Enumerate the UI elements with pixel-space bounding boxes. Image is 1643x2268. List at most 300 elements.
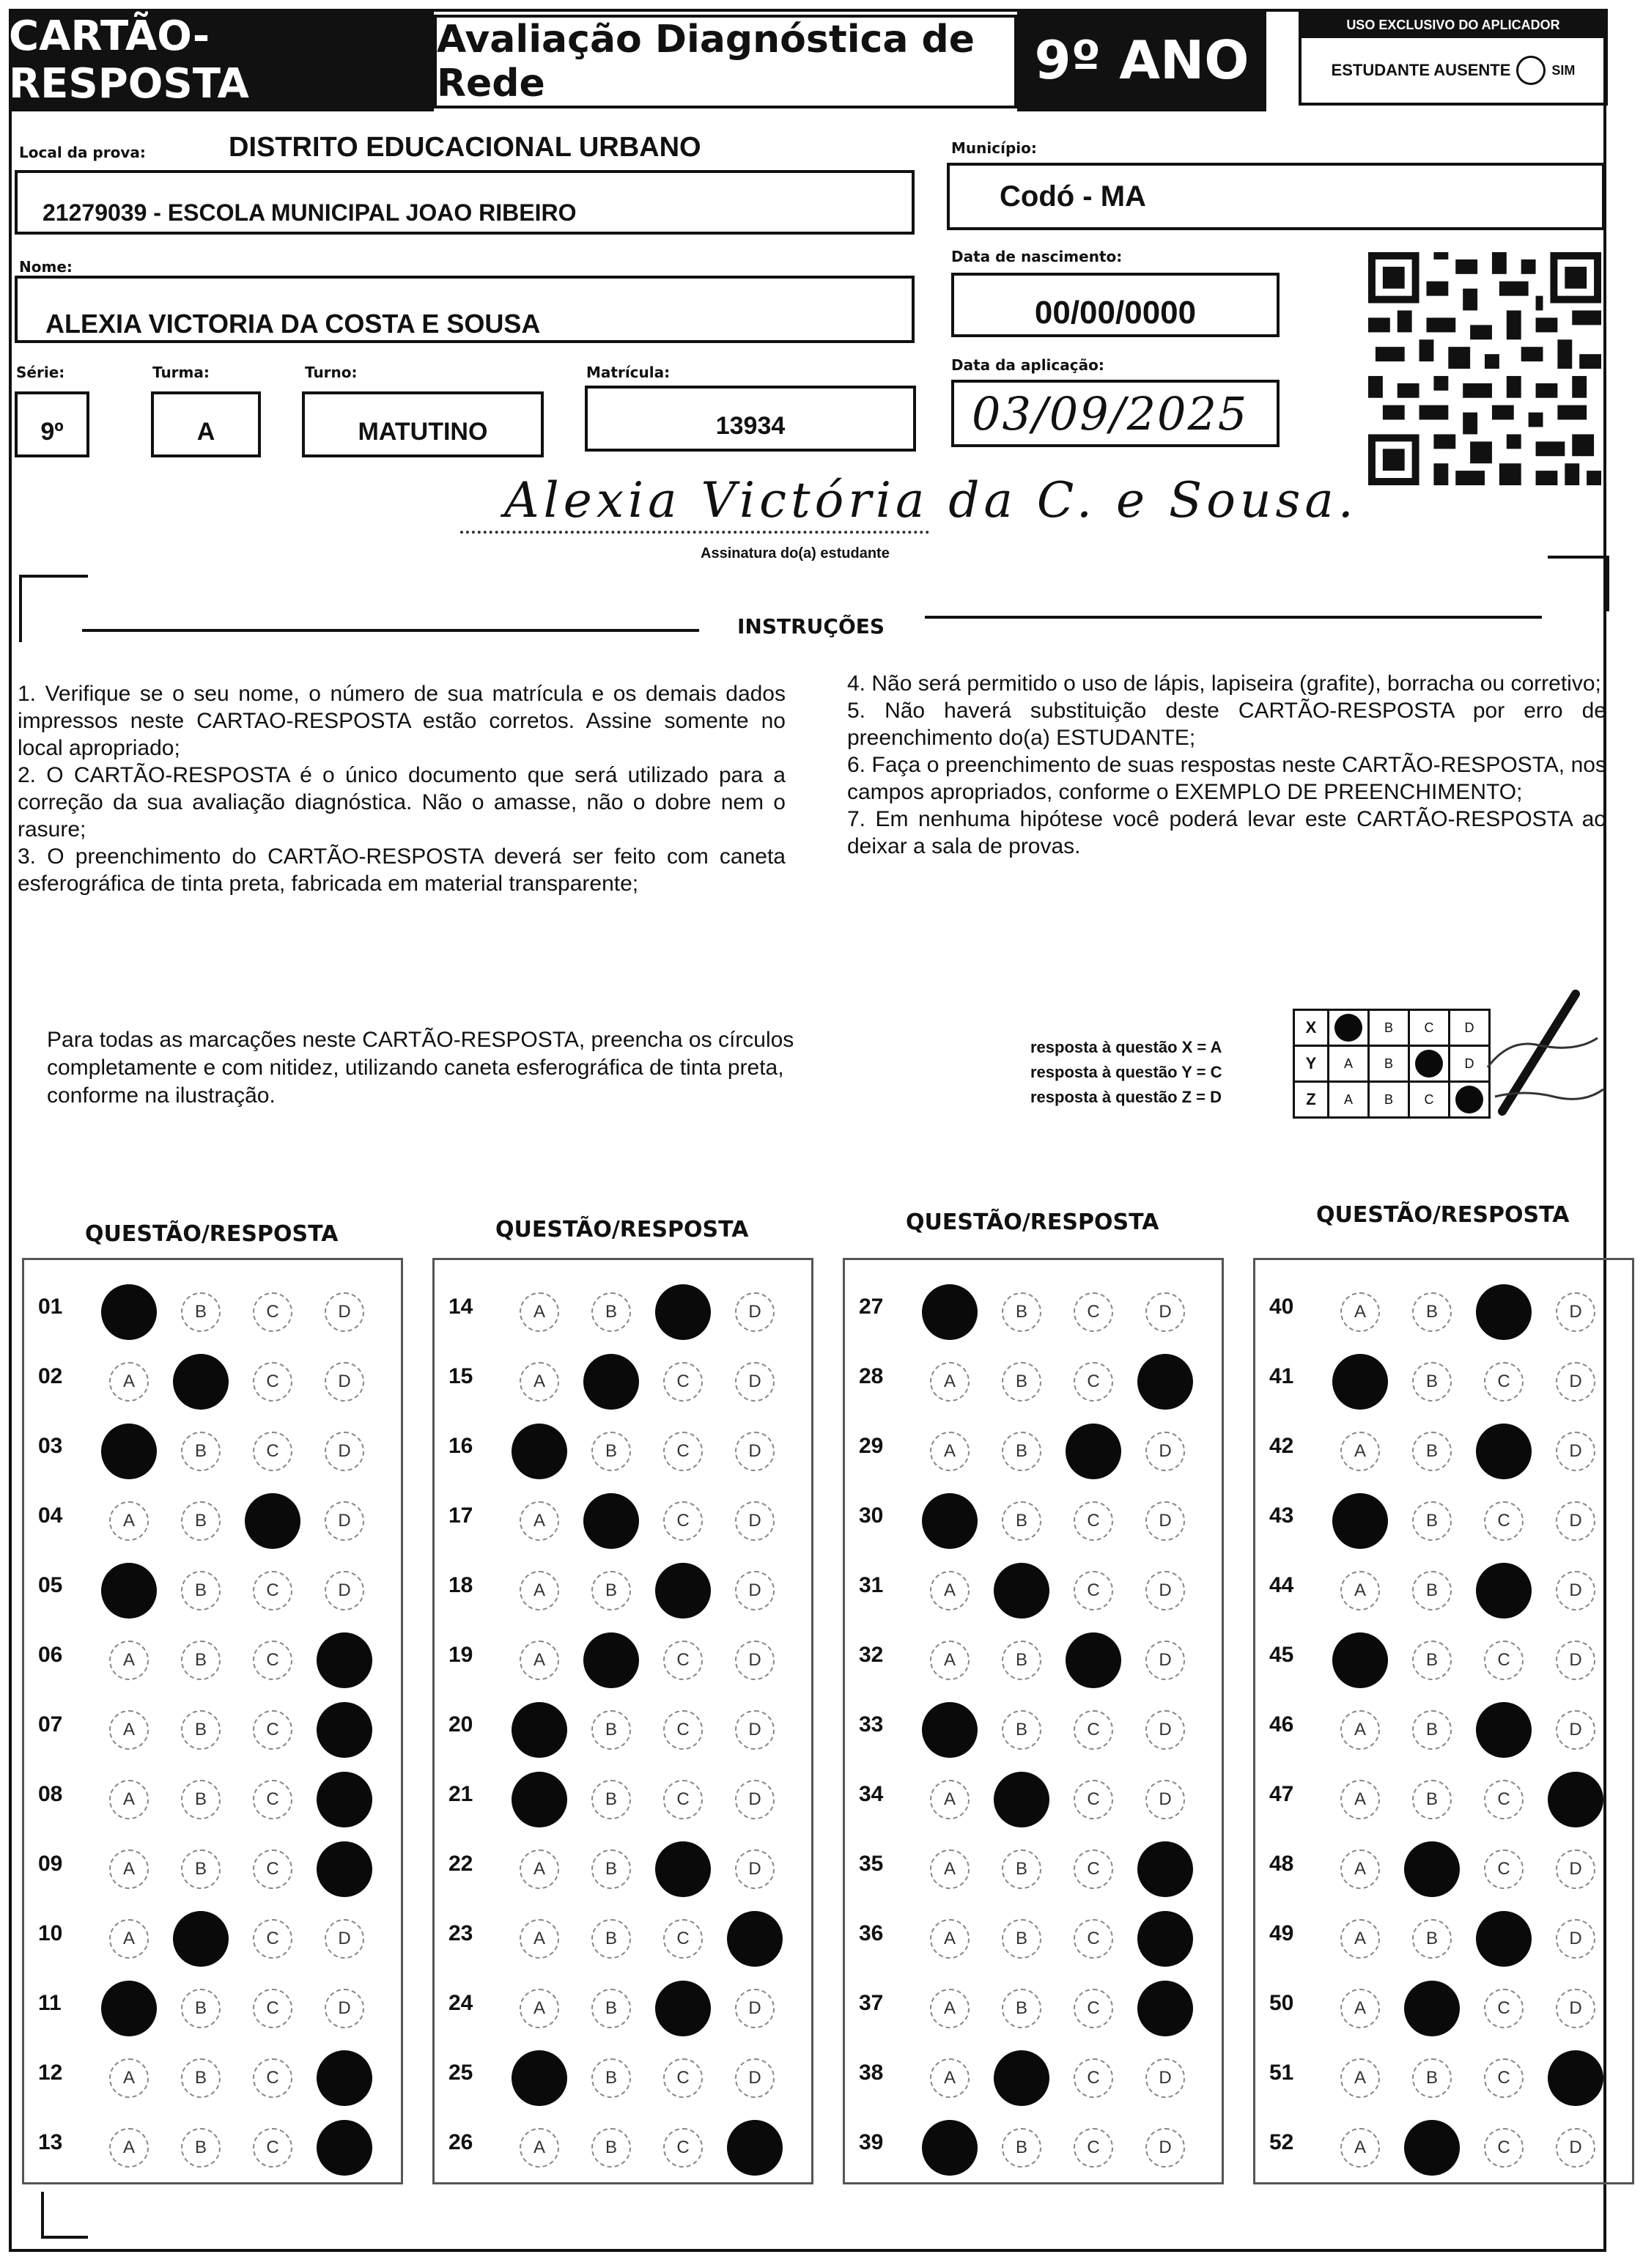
answer-bubble-filled[interactable]	[101, 1284, 157, 1340]
answer-bubble[interactable]: A	[520, 1292, 559, 1332]
answer-bubble[interactable]: D	[1556, 1641, 1595, 1680]
answer-bubble[interactable]: B	[591, 1571, 631, 1610]
answer-bubble[interactable]: B	[591, 1780, 631, 1819]
question-number: 42	[1269, 1434, 1294, 1458]
answer-bubble[interactable]: B	[1002, 1432, 1041, 1471]
answer-bubble[interactable]: D	[1145, 1571, 1185, 1610]
answer-bubble[interactable]: C	[253, 1571, 292, 1610]
answer-bubble[interactable]: A	[109, 1710, 149, 1750]
answer-bubble[interactable]: D	[735, 1292, 775, 1332]
answer-bubble[interactable]: D	[735, 1641, 775, 1680]
question-number: 41	[1269, 1364, 1294, 1388]
answer-bubble[interactable]: C	[1484, 1849, 1524, 1889]
question-number: 15	[448, 1364, 473, 1388]
answer-bubble[interactable]: D	[325, 1292, 364, 1332]
answer-bubble[interactable]: B	[1002, 1849, 1041, 1889]
filled-dot-icon	[1415, 1050, 1443, 1078]
answer-bubble[interactable]: D	[1145, 1501, 1185, 1541]
answer-bubble[interactable]: A	[1340, 1780, 1380, 1819]
answer-bubble[interactable]: C	[663, 1362, 703, 1402]
answer-bubble[interactable]: C	[663, 1432, 703, 1471]
example-line-y: resposta à questão Y = C	[1030, 1063, 1222, 1081]
aplicacao-label: Data da aplicação:	[951, 356, 1104, 374]
question-number: 37	[859, 1991, 884, 2015]
answer-bubble-filled[interactable]	[1548, 1772, 1603, 1827]
answer-bubble[interactable]: D	[325, 1432, 364, 1471]
question-number: 46	[1269, 1712, 1294, 1737]
answer-bubble[interactable]: A	[109, 1641, 149, 1680]
answer-bubble[interactable]: B	[1002, 1989, 1041, 2028]
answer-bubble[interactable]: B	[181, 1571, 221, 1610]
answer-bubble[interactable]: A	[109, 2058, 149, 2098]
answer-bubble[interactable]: C	[253, 1710, 292, 1750]
fill-example-table	[1293, 1009, 1491, 1119]
nascimento-value: 00/00/0000	[1034, 295, 1197, 331]
answer-bubble[interactable]: B	[181, 1710, 221, 1750]
answer-bubble[interactable]: C	[1074, 2058, 1113, 2098]
answer-bubble-filled[interactable]	[317, 2120, 372, 2176]
answer-bubble-filled[interactable]	[1476, 1563, 1532, 1619]
answer-bubble[interactable]: D	[325, 1989, 364, 2028]
answer-bubble-filled[interactable]	[512, 2050, 567, 2106]
answer-bubble-filled[interactable]	[1404, 2120, 1460, 2176]
serie-label: Série:	[16, 364, 65, 381]
answer-bubble[interactable]: A	[930, 1362, 970, 1402]
filled-dot-icon	[1334, 1014, 1362, 1042]
answer-bubble[interactable]: C	[253, 1641, 292, 1680]
answer-bubble[interactable]: D	[735, 1989, 775, 2028]
answer-bubble[interactable]: C	[253, 2058, 292, 2098]
answer-bubble[interactable]: A	[1340, 1292, 1380, 1332]
answer-bubble[interactable]: A	[930, 1432, 970, 1471]
question-number: 14	[448, 1295, 473, 1319]
answer-bubble[interactable]: C	[253, 1919, 292, 1959]
question-number: 39	[859, 2130, 884, 2154]
absent-checkbox[interactable]	[1516, 56, 1546, 85]
answer-bubble[interactable]: B	[181, 1780, 221, 1819]
column-heading: QUESTÃO/RESPOSTA	[85, 1221, 339, 1247]
answer-bubble[interactable]: A	[1340, 1432, 1380, 1471]
answer-bubble-filled[interactable]	[101, 1424, 157, 1479]
answer-bubble-filled[interactable]	[1548, 2050, 1603, 2106]
question-number: 40	[1269, 1295, 1294, 1319]
question-number: 28	[859, 1364, 884, 1388]
answer-bubble-filled[interactable]	[1066, 1632, 1121, 1688]
answer-bubble[interactable]: D	[735, 1571, 775, 1610]
nome-value: ALEXIA VICTORIA DA COSTA E SOUSA	[45, 309, 541, 339]
answer-bubble[interactable]: D	[1556, 1501, 1595, 1541]
answer-bubble[interactable]: B	[1002, 1641, 1041, 1680]
column-heading: QUESTÃO/RESPOSTA	[495, 1217, 749, 1242]
answer-bubble[interactable]: C	[1074, 1501, 1113, 1541]
answer-bubble[interactable]: A	[520, 1919, 559, 1959]
answer-bubble[interactable]: A	[930, 1919, 970, 1959]
answer-bubble[interactable]: D	[1145, 1641, 1185, 1680]
answer-bubble[interactable]: A	[1340, 2128, 1380, 2168]
answer-bubble[interactable]: B	[1002, 1501, 1041, 1541]
answer-bubble[interactable]: C	[1074, 1780, 1113, 1819]
answer-bubble[interactable]: B	[591, 1919, 631, 1959]
matricula-value: 13934	[715, 411, 786, 440]
answer-bubble[interactable]: A	[930, 1849, 970, 1889]
answer-bubble-filled[interactable]	[317, 1632, 372, 1688]
question-number: 03	[38, 1434, 63, 1458]
nome-label: Nome:	[19, 258, 73, 276]
instructions-right	[847, 670, 1606, 860]
answer-bubble[interactable]: B	[591, 1292, 631, 1332]
instruction-2: 2. O CARTÃO-RESPOSTA é o único documento que será utilizado para a correção da sua avaliação diagnóstica. Não o amasse, não o dobre nem o rasure;	[18, 763, 786, 842]
answer-bubble[interactable]: B	[1412, 1501, 1452, 1541]
answer-bubble[interactable]: A	[1340, 1710, 1380, 1750]
answer-bubble[interactable]: D	[1556, 1362, 1595, 1402]
turno-label: Turno:	[305, 364, 358, 381]
answer-bubble[interactable]: D	[1556, 1919, 1595, 1959]
question-number: 32	[859, 1643, 884, 1667]
question-number: 48	[1269, 1852, 1294, 1876]
example-row-label: Y	[1294, 1046, 1329, 1082]
answer-bubble-filled[interactable]	[512, 1424, 567, 1479]
nome-field	[15, 276, 915, 343]
nascimento-field	[951, 273, 1280, 337]
answer-bubble[interactable]: B	[181, 2058, 221, 2098]
turno-value: MATUTINO	[358, 417, 488, 446]
answer-bubble-filled[interactable]	[317, 1841, 372, 1897]
answer-bubble[interactable]: B	[181, 1641, 221, 1680]
answer-bubble[interactable]: A	[109, 1780, 149, 1819]
answer-bubble[interactable]: D	[1145, 2128, 1185, 2168]
answer-bubble-filled[interactable]	[512, 1702, 567, 1758]
answer-bubble[interactable]: B	[591, 1849, 631, 1889]
answer-bubble[interactable]: A	[930, 2058, 970, 2098]
answer-bubble[interactable]: A	[1340, 1989, 1380, 2028]
answer-bubble[interactable]: C	[253, 1849, 292, 1889]
school-value: 21279039 - ESCOLA MUNICIPAL JOAO RIBEIRO	[43, 199, 577, 226]
answer-bubble[interactable]: B	[1002, 1292, 1041, 1332]
answer-bubble-filled[interactable]	[655, 1841, 711, 1897]
answer-bubble[interactable]: B	[1002, 1362, 1041, 1402]
answer-bubble-filled[interactable]	[173, 1354, 229, 1410]
answer-bubble[interactable]: D	[735, 1362, 775, 1402]
answer-bubble[interactable]: A	[520, 1501, 559, 1541]
answer-bubble-filled[interactable]	[583, 1354, 639, 1410]
answer-bubble-filled[interactable]	[1476, 1284, 1532, 1340]
admin-label: USO EXCLUSIVO DO APLICADOR	[1302, 12, 1605, 38]
answer-bubble[interactable]: D	[1145, 2058, 1185, 2098]
answer-bubble-filled[interactable]	[922, 1284, 978, 1340]
example-option: A	[1329, 1082, 1369, 1118]
answer-bubble[interactable]: C	[1484, 2058, 1524, 2098]
answer-bubble[interactable]: A	[109, 2128, 149, 2168]
instruction-7: 7. Em nenhuma hipótese você poderá levar este CARTÃO-RESPOSTA ao deixar a sala de provas.	[847, 807, 1606, 858]
signature-caption: Assinatura do(a) estudante	[701, 545, 890, 562]
answer-bubble-filled[interactable]	[922, 2120, 978, 2176]
divider-right	[925, 616, 1542, 619]
answer-bubble[interactable]: C	[1074, 1362, 1113, 1402]
answer-bubble[interactable]: D	[325, 1362, 364, 1402]
question-number: 23	[448, 1921, 473, 1945]
answer-bubble-filled[interactable]	[1137, 1911, 1193, 1967]
answer-bubble[interactable]: B	[591, 2058, 631, 2098]
answer-bubble[interactable]: D	[325, 1501, 364, 1541]
answer-bubble[interactable]: D	[1556, 1571, 1595, 1610]
answer-bubble-filled[interactable]	[1332, 1493, 1388, 1549]
frame-corner-bottom-left	[41, 2192, 88, 2239]
question-number: 05	[38, 1573, 63, 1597]
aplicacao-value: 03/09/2025	[972, 386, 1249, 441]
question-number: 29	[859, 1434, 884, 1458]
instruction-6: 6. Faça o preenchimento de suas respostas neste CARTÃO-RESPOSTA, nos campos apropriados, conforme o EXEMPLO DE PREENCHIMENTO;	[847, 753, 1606, 804]
answer-bubble[interactable]: C	[1074, 1292, 1113, 1332]
example-line-x: resposta à questão X = A	[1030, 1038, 1222, 1056]
answer-bubble-filled[interactable]	[922, 1702, 978, 1758]
question-number: 19	[448, 1643, 473, 1667]
answer-bubble[interactable]: B	[181, 1501, 221, 1541]
answer-bubble[interactable]: D	[1556, 1989, 1595, 2028]
example-option: B	[1369, 1082, 1409, 1118]
answer-bubble[interactable]: A	[930, 1571, 970, 1610]
answer-bubble[interactable]: B	[1412, 1292, 1452, 1332]
answer-bubble[interactable]: B	[1002, 2128, 1041, 2168]
answer-bubble-filled[interactable]	[727, 2120, 783, 2176]
answer-bubble[interactable]: D	[735, 1432, 775, 1471]
question-number: 38	[859, 2061, 884, 2085]
answer-bubble-filled[interactable]	[317, 2050, 372, 2106]
answer-bubble[interactable]: B	[1002, 1919, 1041, 1959]
example-row-label: Z	[1294, 1082, 1329, 1118]
answer-bubble-filled[interactable]	[245, 1493, 300, 1549]
answer-bubble[interactable]: D	[1145, 1432, 1185, 1471]
answer-bubble[interactable]: C	[1074, 2128, 1113, 2168]
answer-bubble[interactable]: C	[1484, 1780, 1524, 1819]
answer-bubble-filled[interactable]	[1137, 1354, 1193, 1410]
matricula-field	[585, 386, 916, 452]
answer-bubble[interactable]: D	[1145, 1780, 1185, 1819]
answer-bubble-filled[interactable]	[1404, 1841, 1460, 1897]
card-title: CARTÃO-RESPOSTA	[9, 9, 434, 111]
answer-bubble[interactable]: C	[1074, 1849, 1113, 1889]
answer-bubble[interactable]: C	[663, 2058, 703, 2098]
answer-bubble[interactable]: B	[181, 2128, 221, 2168]
answer-bubble[interactable]: C	[663, 1501, 703, 1541]
question-number: 30	[859, 1503, 884, 1528]
answer-bubble[interactable]: A	[930, 1989, 970, 2028]
aplicacao-field[interactable]	[951, 380, 1280, 447]
answer-bubble-filled[interactable]	[727, 1911, 783, 1967]
answer-bubble[interactable]: B	[591, 2128, 631, 2168]
question-number: 31	[859, 1573, 884, 1597]
question-number: 47	[1269, 1782, 1294, 1806]
answer-bubble-filled[interactable]	[1332, 1354, 1388, 1410]
divider-left	[82, 629, 699, 632]
answer-bubble[interactable]: B	[591, 1710, 631, 1750]
example-option: C	[1409, 1010, 1450, 1046]
answer-bubble[interactable]: B	[1002, 1710, 1041, 1750]
answer-bubble[interactable]: C	[253, 1780, 292, 1819]
matricula-label: Matrícula:	[586, 364, 671, 381]
school-field	[15, 170, 915, 235]
fill-note: Para todas as marcações neste CARTÃO-RESPOSTA, preencha os círculos completamente e com nitidez, utilizando caneta esferográfica de tinta preta, conforme na ilustração.	[47, 1028, 794, 1108]
answer-bubble[interactable]: A	[109, 1919, 149, 1959]
answer-bubble[interactable]: C	[253, 1362, 292, 1402]
answer-bubble[interactable]: D	[1145, 1710, 1185, 1750]
answer-bubble[interactable]: A	[520, 1989, 559, 2028]
question-number: 08	[38, 1782, 63, 1806]
answer-bubble[interactable]: B	[1412, 1571, 1452, 1610]
answer-bubble-filled[interactable]	[994, 2050, 1049, 2106]
answer-bubble[interactable]: A	[520, 1849, 559, 1889]
answer-bubble[interactable]: A	[1340, 2058, 1380, 2098]
answer-bubble[interactable]: B	[181, 1849, 221, 1889]
answer-bubble-filled[interactable]	[655, 1563, 711, 1619]
answer-bubble[interactable]: D	[735, 1501, 775, 1541]
answer-bubble[interactable]: B	[591, 1989, 631, 2028]
answer-bubble[interactable]: C	[1484, 1989, 1524, 2028]
answer-bubble-filled[interactable]	[655, 1284, 711, 1340]
answer-bubble[interactable]: C	[663, 2128, 703, 2168]
example-row	[1294, 1010, 1490, 1046]
answer-bubble[interactable]: A	[930, 1641, 970, 1680]
turno-field	[302, 391, 544, 457]
question-number: 02	[38, 1364, 63, 1388]
answer-bubble[interactable]: A	[1340, 1919, 1380, 1959]
answer-bubble[interactable]: B	[1412, 1641, 1452, 1680]
answer-bubble[interactable]: D	[1556, 1292, 1595, 1332]
answer-bubble[interactable]: A	[109, 1849, 149, 1889]
answer-bubble-filled[interactable]	[1137, 1841, 1193, 1897]
answer-bubble[interactable]: D	[1556, 2128, 1595, 2168]
answer-bubble[interactable]: C	[1074, 1571, 1113, 1610]
answer-bubble[interactable]: B	[1412, 1710, 1452, 1750]
answer-bubble[interactable]: C	[1074, 1919, 1113, 1959]
answer-bubble-filled[interactable]	[1476, 1911, 1532, 1967]
answer-bubble[interactable]: A	[109, 1501, 149, 1541]
answer-bubble-filled[interactable]	[317, 1702, 372, 1758]
answer-bubble-filled[interactable]	[512, 1772, 567, 1827]
answer-bubble[interactable]: A	[520, 1362, 559, 1402]
answer-bubble[interactable]: B	[181, 1292, 221, 1332]
answer-bubble[interactable]: A	[520, 1571, 559, 1610]
question-number: 06	[38, 1643, 63, 1667]
answer-bubble-filled[interactable]	[1066, 1424, 1121, 1479]
answer-bubble-filled[interactable]	[1476, 1702, 1532, 1758]
question-number: 01	[38, 1295, 63, 1319]
answer-bubble-filled[interactable]	[101, 1981, 157, 2036]
answer-bubble[interactable]: B	[181, 1432, 221, 1471]
question-number: 09	[38, 1852, 63, 1876]
instructions-left	[18, 680, 786, 897]
answer-bubble[interactable]: A	[520, 2128, 559, 2168]
frame-corner-top-left	[19, 575, 88, 642]
answer-bubble[interactable]: C	[1484, 1501, 1524, 1541]
turma-value: A	[196, 417, 215, 446]
answer-bubble[interactable]: A	[1340, 1849, 1380, 1889]
answer-bubble[interactable]: C	[253, 1989, 292, 2028]
column-heading: QUESTÃO/RESPOSTA	[1316, 1202, 1570, 1228]
column-heading: QUESTÃO/RESPOSTA	[906, 1210, 1159, 1235]
answer-bubble-filled[interactable]	[1476, 1424, 1532, 1479]
answer-bubble[interactable]: A	[109, 1362, 149, 1402]
answer-bubble-filled[interactable]	[1137, 1981, 1193, 2036]
answer-bubble[interactable]: C	[253, 1292, 292, 1332]
answer-bubble-filled[interactable]	[1332, 1632, 1388, 1688]
answer-bubble[interactable]: D	[1556, 1432, 1595, 1471]
signature-area[interactable]	[460, 469, 1358, 545]
question-number: 45	[1269, 1643, 1294, 1667]
serie-field	[15, 391, 89, 457]
answer-bubble[interactable]: B	[1412, 2058, 1452, 2098]
answer-bubble[interactable]: A	[1340, 1571, 1380, 1610]
answer-bubble[interactable]: C	[1074, 1710, 1113, 1750]
answer-bubble[interactable]: B	[1412, 1362, 1452, 1402]
answer-bubble[interactable]: D	[1556, 1849, 1595, 1889]
answer-bubble[interactable]: C	[663, 1780, 703, 1819]
answer-bubble[interactable]: C	[663, 1710, 703, 1750]
answer-bubble[interactable]: B	[181, 1989, 221, 2028]
answer-bubble[interactable]: D	[735, 2058, 775, 2098]
admin-box	[1299, 9, 1608, 106]
answer-bubble[interactable]: C	[253, 2128, 292, 2168]
answer-bubble[interactable]: C	[1484, 1362, 1524, 1402]
answer-bubble[interactable]: C	[663, 1641, 703, 1680]
answer-bubble[interactable]: D	[325, 1919, 364, 1959]
answer-bubble[interactable]: D	[735, 1849, 775, 1889]
absent-option-label: SIM	[1551, 62, 1576, 78]
instruction-1: 1. Verifique se o seu nome, o número de sua matrícula e os demais dados impressos neste CARTAO-RESPOSTA estão corretos. Assine somente no local apropriado;	[18, 682, 786, 760]
example-row	[1294, 1082, 1490, 1118]
turma-label: Turma:	[152, 364, 210, 381]
answer-bubble[interactable]: D	[1556, 1710, 1595, 1750]
answer-bubble-filled[interactable]	[1404, 1981, 1460, 2036]
local-label: Local da prova:	[19, 144, 146, 161]
question-number: 43	[1269, 1503, 1294, 1528]
answer-bubble[interactable]: C	[253, 1432, 292, 1471]
answer-bubble[interactable]: A	[930, 1780, 970, 1819]
answer-bubble-filled[interactable]	[583, 1632, 639, 1688]
answer-bubble-filled[interactable]	[583, 1493, 639, 1549]
answer-bubble[interactable]: B	[1412, 1780, 1452, 1819]
answer-bubble-filled[interactable]	[994, 1563, 1049, 1619]
question-number: 17	[448, 1503, 473, 1528]
answer-bubble[interactable]: B	[1412, 1432, 1452, 1471]
instructions-heading: INSTRUÇÕES	[737, 614, 885, 638]
answer-bubble[interactable]: C	[1484, 1641, 1524, 1680]
question-number: 50	[1269, 1991, 1294, 2015]
absent-row	[1302, 38, 1605, 103]
exam-title: Avaliação Diagnóstica de Rede	[434, 15, 1017, 108]
question-number: 20	[448, 1712, 473, 1737]
answer-bubble[interactable]: C	[1484, 2128, 1524, 2168]
answer-bubble[interactable]: A	[520, 1641, 559, 1680]
question-number: 33	[859, 1712, 884, 1737]
answer-bubble[interactable]: D	[325, 1571, 364, 1610]
answer-bubble[interactable]: C	[1074, 1989, 1113, 2028]
example-line-z: resposta à questão Z = D	[1030, 1088, 1222, 1106]
answer-bubble[interactable]: B	[1412, 1919, 1452, 1959]
answer-bubble-filled[interactable]	[655, 1981, 711, 2036]
answer-bubble-filled[interactable]	[101, 1563, 157, 1619]
answer-bubble-filled[interactable]	[317, 1772, 372, 1827]
answer-bubble[interactable]: D	[735, 1710, 775, 1750]
answer-bubble[interactable]: B	[591, 1432, 631, 1471]
answer-bubble[interactable]: C	[663, 1919, 703, 1959]
answer-bubble[interactable]: D	[1145, 1292, 1185, 1332]
answer-bubble[interactable]: D	[735, 1780, 775, 1819]
answer-bubble-filled[interactable]	[173, 1911, 229, 1967]
answer-bubble-filled[interactable]	[994, 1772, 1049, 1827]
question-number: 22	[448, 1852, 473, 1876]
answer-bubble-filled[interactable]	[922, 1493, 978, 1549]
filled-dot-icon	[1455, 1086, 1483, 1113]
